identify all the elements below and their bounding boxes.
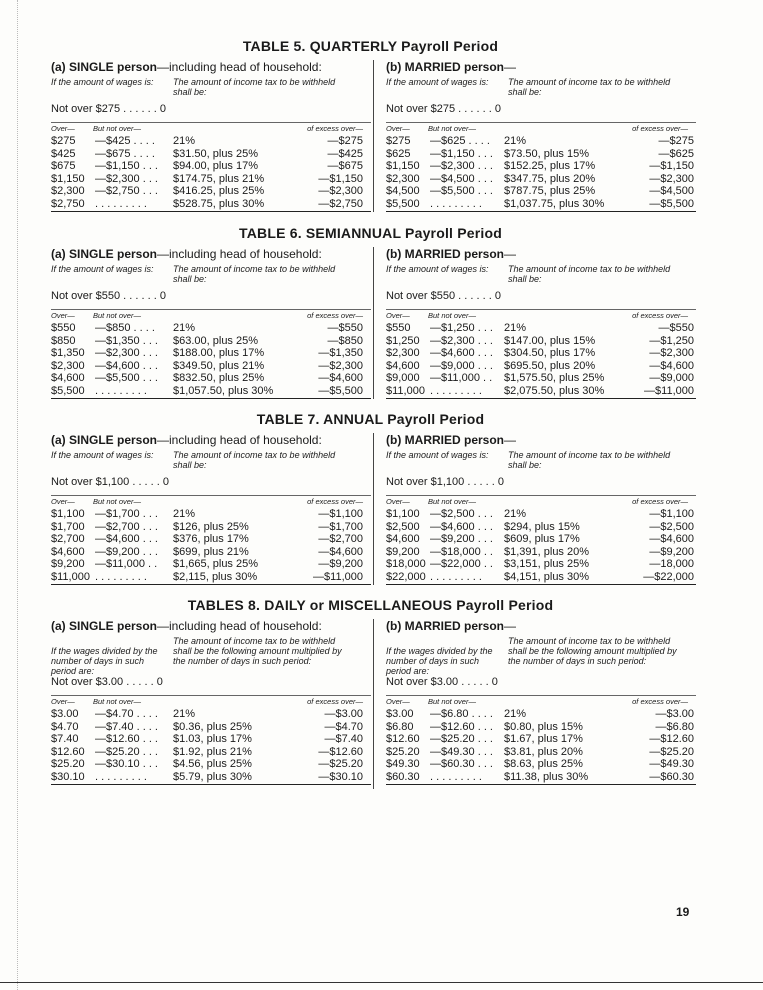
table-row: $1,250 —$2,300 . . . $147.00, plus 15% —$1,250 [386,334,694,347]
column-divider [373,60,374,212]
column-subheader: If the amount of wages is: The amount of income tax to be withheld shall be: [386,77,671,97]
table-row: $625 —$1,150 . . . $73.50, plus 15% —$625 [386,147,694,160]
bracket-labels: Over— But not over— of excess over— [51,495,371,508]
table-row: $3.00 —$4.70 . . . . 21% —$3.00 [51,708,363,720]
column-subheader: If the amount of wages is: The amount of income tax to be withheld shall be: [51,450,336,470]
bracket-rows [51,708,371,785]
bracket-rows [51,508,371,585]
table-row: $5,500 . . . . . . . . . $1,037.75, plus 30% —$5,500 [386,197,694,210]
bracket-labels: Over— But not over— of excess over— [386,495,696,508]
table-row: $1,100 —$2,500 . . . 21% —$1,100 [386,508,694,520]
married-person-column [386,433,696,585]
column-subheader: If the amount of wages is: The amount of income tax to be withheld shall be: [51,77,336,97]
bracket-rows [386,135,696,212]
table-row: $550 —$1,250 . . . 21% —$550 [386,322,694,334]
table-row: $49.30 —$60.30 . . . $8.63, plus 25% —$49.30 [386,758,694,771]
margin-line [17,0,18,990]
bracket-labels: Over— But not over— of excess over— [51,309,371,322]
married-person-column [386,619,696,785]
table-row: $25.20 —$49.30 . . . $3.81, plus 20% —$25.20 [386,745,694,758]
table-row: $9,200 —$18,000 . . $1,391, plus 20% —$9,200 [386,545,694,558]
bracket-labels: Over— But not over— of excess over— [51,695,371,708]
table-row: $7.40 —$12.60 . . . $1.03, plus 17% —$7.40 [51,733,363,746]
table-row: $30.10 . . . . . . . . . $5.79, plus 30% —$30.10 [51,770,363,783]
table-8-daily [48,597,693,797]
table-row: $3.00 —$6.80 . . . . 21% —$3.00 [386,708,694,720]
column-divider [373,247,374,399]
column-divider [373,433,374,585]
bracket-labels: Over— But not over— of excess over— [386,695,696,708]
column-subheader: If the amount of wages is: The amount of income tax to be withheld shall be: [386,264,671,284]
table-row: $4,600 —$5,500 . . . $832.50, plus 25% —$4,600 [51,372,363,385]
table-row: $425 —$675 . . . . $31.50, plus 25% —$425 [51,147,363,160]
table-title: TABLES 8. DAILY or MISCELLANEOUS Payroll Period [187,597,554,613]
single-person-column [51,433,371,585]
bracket-labels: Over— But not over— of excess over— [386,309,696,322]
table-row: $11,000 . . . . . . . . . $2,115, plus 30% —$11,000 [51,570,363,583]
not-over-line: Not over $1,100 . . . . . 0 [386,476,505,488]
table-row: $1,150 —$2,300 . . . $152.25, plus 17% —$1,150 [386,160,694,173]
table-row: $25.20 —$30.10 . . . $4.56, plus 25% —$25.20 [51,758,363,771]
column-header: (b) MARRIED person— [386,619,516,633]
not-over-line: Not over $550 . . . . . . 0 [51,290,166,302]
table-row: $2,500 —$4,600 . . . $294, plus 15% —$2,500 [386,520,694,533]
bracket-rows [386,508,696,585]
table-row: $1,700 —$2,700 . . . $126, plus 25% —$1,700 [51,520,363,533]
table-row: $11,000 . . . . . . . . . $2,075.50, plus 30% —$11,000 [386,384,694,397]
column-header: (a) SINGLE person—including head of household: [51,247,322,261]
table-row: $1,100 —$1,700 . . . 21% —$1,100 [51,508,363,520]
table-row: $60.30 . . . . . . . . . $11.38, plus 30% —$60.30 [386,770,694,783]
not-over-line: Not over $275 . . . . . . 0 [51,103,166,115]
table-row: $4,600 —$9,200 . . . $699, plus 21% —$4,600 [51,545,363,558]
table-row: $275 —$625 . . . . 21% —$275 [386,135,694,147]
table-row: $2,300 —$4,600 . . . $304.50, plus 17% —$2,300 [386,347,694,360]
column-subheader: If the wages divided by the number of days in such period are: The amount of income tax to be withheld shall be the following amount multiplied by the number of days in such period: [386,636,677,676]
column-header: (a) SINGLE person—including head of household: [51,433,322,447]
bracket-rows [386,322,696,399]
page-number: 19 [676,905,690,919]
table-row: $5,500 . . . . . . . . . $1,057.50, plus 30% —$5,500 [51,384,363,397]
table-row: $275 —$425 . . . . 21% —$275 [51,135,363,147]
not-over-line: Not over $1,100 . . . . . 0 [51,476,170,488]
married-person-column [386,247,696,399]
bracket-labels: Over— But not over— of excess over— [51,122,371,135]
column-header: (a) SINGLE person—including head of household: [51,619,322,633]
bracket-rows [386,708,696,785]
column-subheader: If the amount of wages is: The amount of income tax to be withheld shall be: [51,264,336,284]
bracket-labels: Over— But not over— of excess over— [386,122,696,135]
table-7-annual [48,411,693,589]
not-over-line: Not over $275 . . . . . . 0 [386,103,501,115]
table-row: $4.70 —$7.40 . . . . $0.36, plus 25% —$4.70 [51,720,363,733]
not-over-line: Not over $3.00 . . . . . 0 [51,676,163,688]
single-person-column [51,247,371,399]
table-6-semiannual [48,225,693,403]
table-row: $9,000 —$11,000 . . $1,575.50, plus 25% —$9,000 [386,372,694,385]
table-row: $4,600 —$9,200 . . . $609, plus 17% —$4,600 [386,533,694,546]
table-row: $18,000 —$22,000 . . $3,151, plus 25% —18,000 [386,558,694,571]
bracket-rows [51,322,371,399]
table-row: $12.60 —$25.20 . . . $1.92, plus 21% —$12.60 [51,745,363,758]
table-row: $1,150 —$2,300 . . . $174.75, plus 21% —$1,150 [51,172,363,185]
table-title: TABLE 5. QUARTERLY Payroll Period [242,38,499,54]
column-header: (b) MARRIED person— [386,60,516,74]
table-row: $2,700 —$4,600 . . . $376, plus 17% —$2,700 [51,533,363,546]
table-row: $12.60 —$25.20 . . . $1.67, plus 17% —$12.60 [386,733,694,746]
table-row: $22,000 . . . . . . . . . $4,151, plus 30% —$22,000 [386,570,694,583]
table-row: $850 —$1,350 . . . $63.00, plus 25% —$850 [51,334,363,347]
table-title: TABLE 6. SEMIANNUAL Payroll Period [239,225,502,241]
page-bottom-rule [0,982,763,983]
married-person-column [386,60,696,212]
bracket-rows [51,135,371,212]
table-row: $4,500 —$5,500 . . . $787.75, plus 25% —$4,500 [386,185,694,198]
single-person-column [51,619,371,785]
table-row: $2,300 —$4,600 . . . $349.50, plus 21% —$2,300 [51,359,363,372]
column-header: (b) MARRIED person— [386,433,516,447]
table-row: $9,200 —$11,000 . . $1,665, plus 25% —$9,200 [51,558,363,571]
table-5-quarterly [48,38,693,216]
table-row: $6.80 —$12.60 . . . $0.80, plus 15% —$6.80 [386,720,694,733]
table-row: $2,750 . . . . . . . . . $528.75, plus 30% —$2,750 [51,197,363,210]
column-divider [373,619,374,789]
table-row: $550 —$850 . . . . 21% —$550 [51,322,363,334]
not-over-line: Not over $3.00 . . . . . 0 [386,676,498,688]
table-row: $2,300 —$2,750 . . . $416.25, plus 25% —$2,300 [51,185,363,198]
column-header: (a) SINGLE person—including head of household: [51,60,322,74]
single-person-column [51,60,371,212]
column-subheader: If the wages divided by the number of days in such period are: The amount of income tax to be withheld shall be the following amount multiplied by the number of days in such period: [51,636,342,676]
table-title: TABLE 7. ANNUAL Payroll Period [256,411,485,427]
table-row: $4,600 —$9,000 . . . $695.50, plus 20% —$4,600 [386,359,694,372]
column-subheader: If the amount of wages is: The amount of income tax to be withheld shall be: [386,450,671,470]
column-header: (b) MARRIED person— [386,247,516,261]
table-row: $675 —$1,150 . . . $94.00, plus 17% —$675 [51,160,363,173]
table-row: $2,300 —$4,500 . . . $347.75, plus 20% —$2,300 [386,172,694,185]
table-row: $1,350 —$2,300 . . . $188.00, plus 17% —$1,350 [51,347,363,360]
not-over-line: Not over $550 . . . . . . 0 [386,290,501,302]
